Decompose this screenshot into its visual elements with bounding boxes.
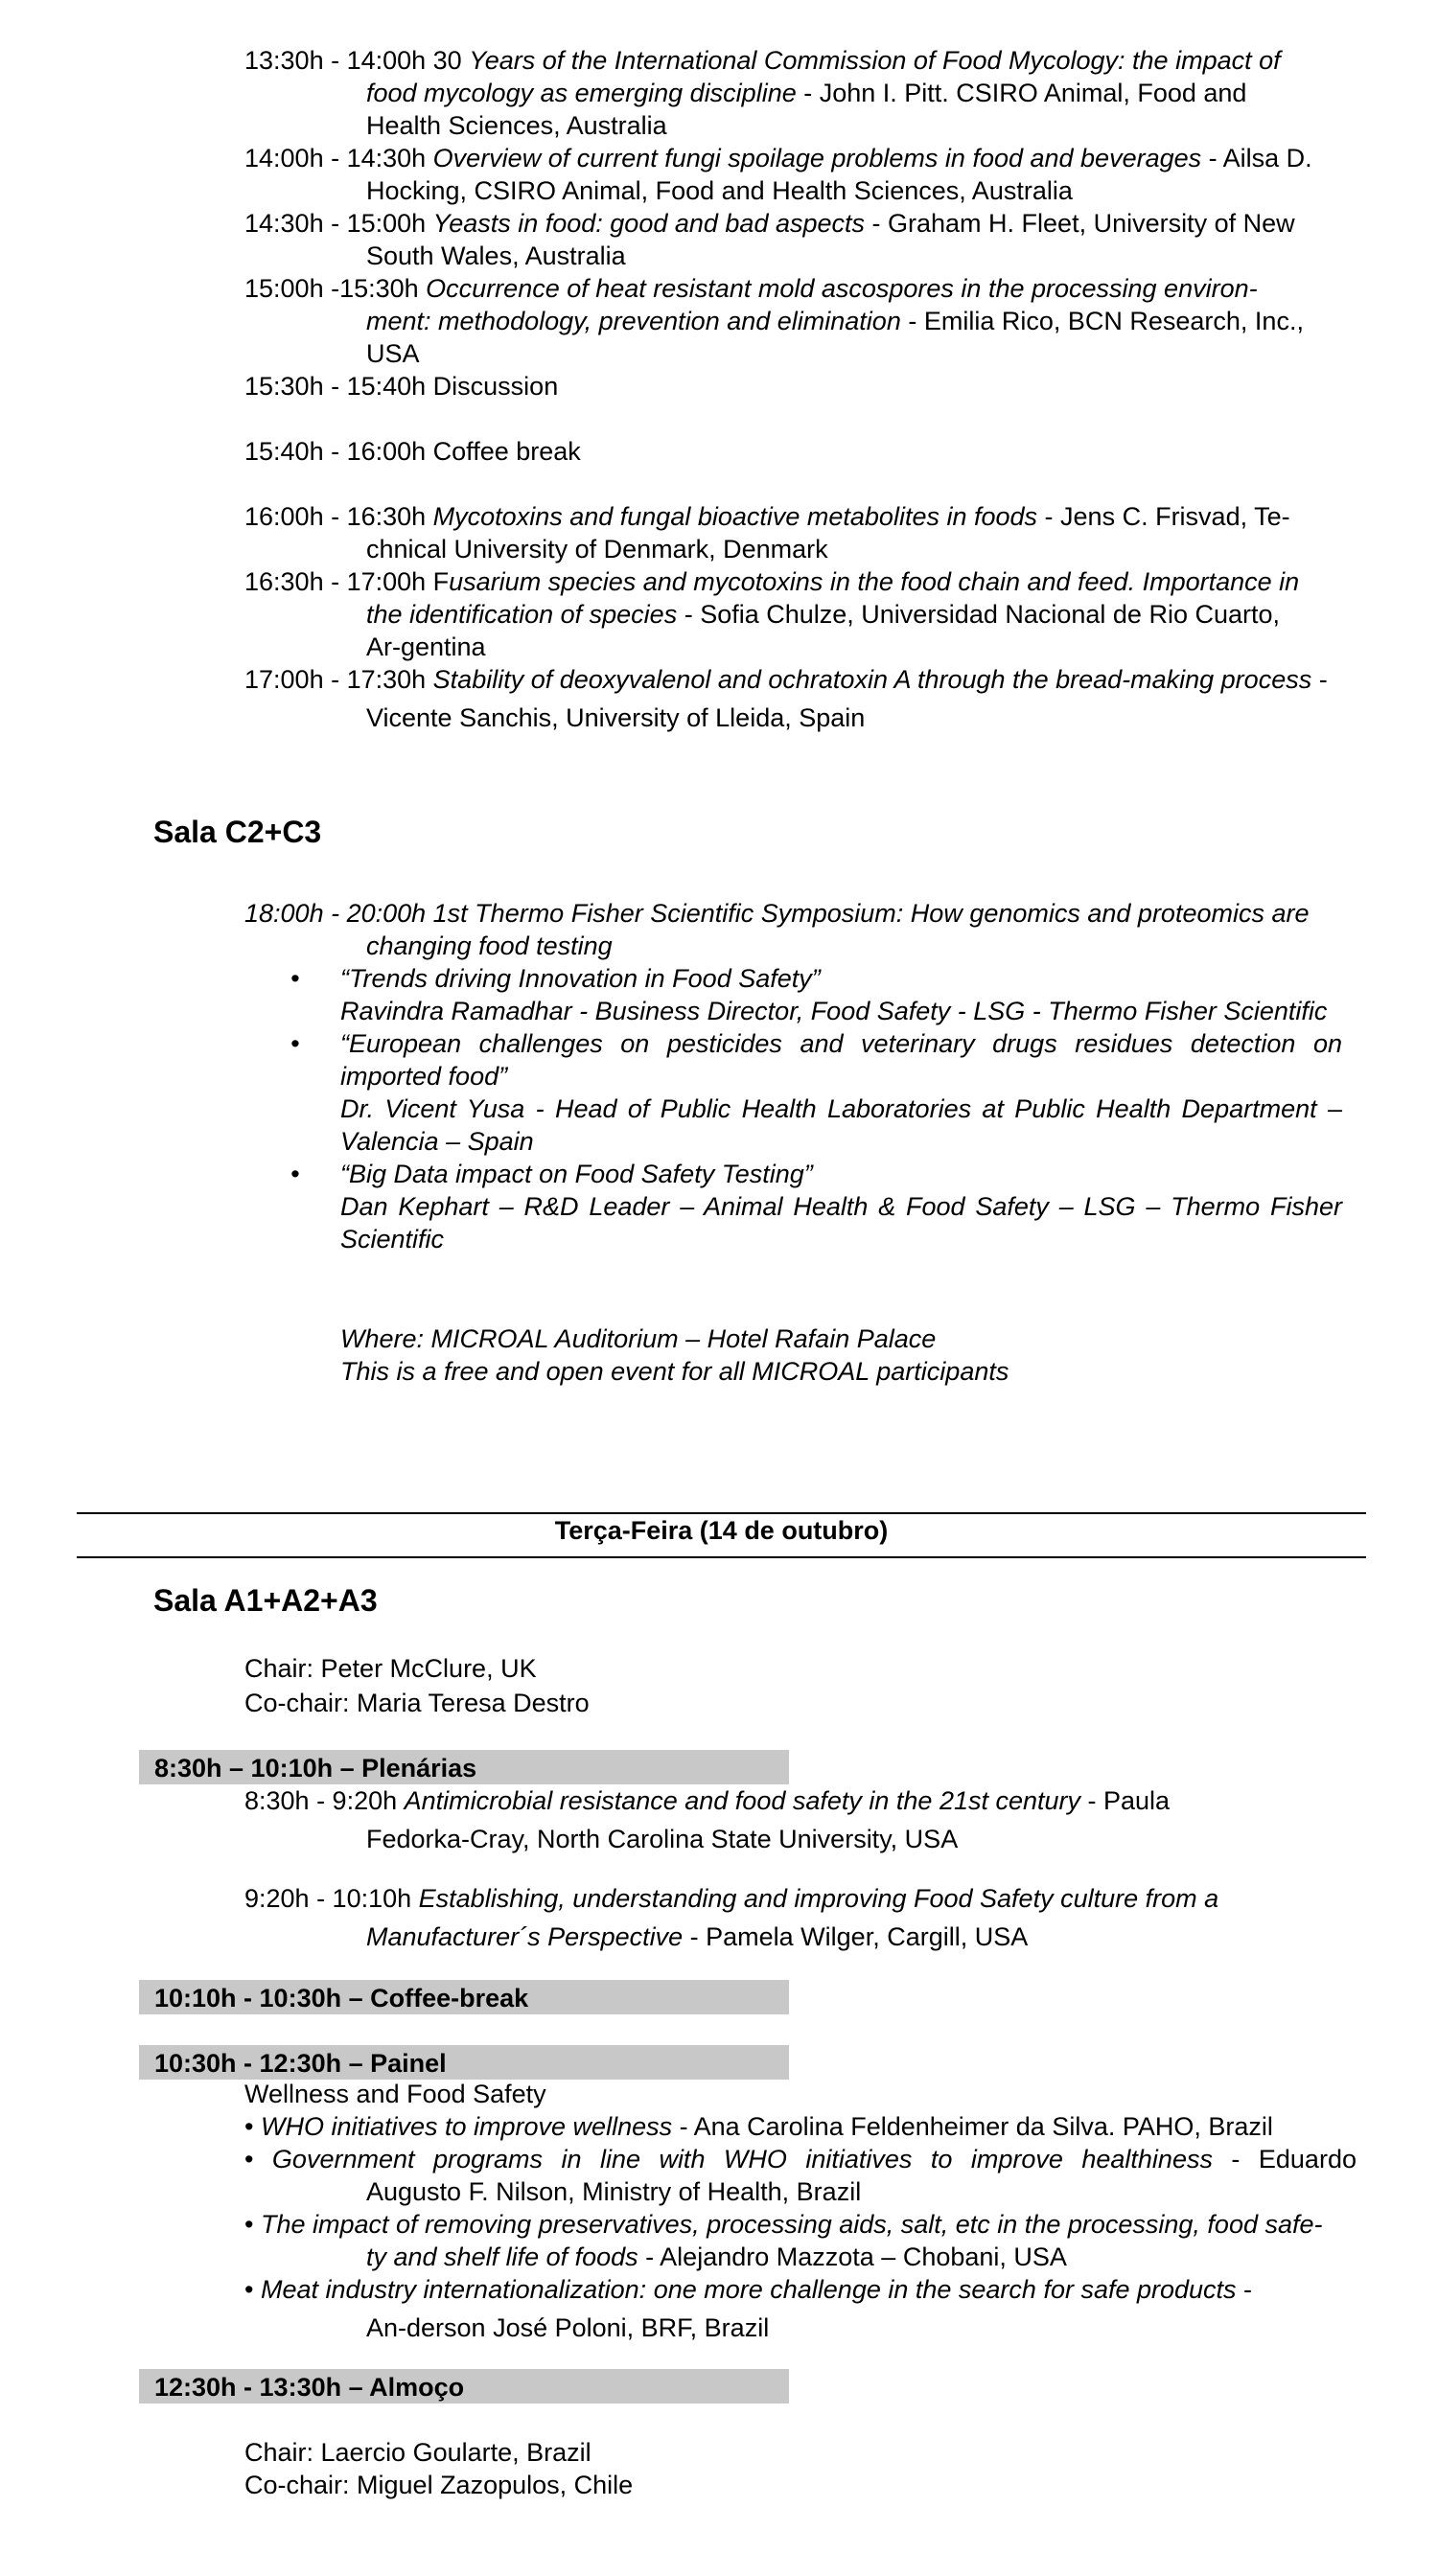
info-block xyxy=(244,1322,1342,1388)
session-title: Stability of deoxyvalenol and ochratoxin A through the bread-making process xyxy=(432,665,1312,694)
session-entry xyxy=(244,500,1366,565)
session-speaker: - John I. Pitt. CSIRO Animal, Food and xyxy=(796,79,1247,107)
panel-talk-title: Government programs in line with WHO initiatives to improve healthiness xyxy=(271,2145,1213,2174)
room-heading: Sala A1+A2+A3 xyxy=(153,1583,378,1618)
session-title-cont: the identification of species xyxy=(366,600,678,629)
panel-talk-speaker-cont: Augusto F. Nilson, Ministry of Health, Brazil xyxy=(366,2177,862,2206)
session-title-cont: ment: methodology, prevention and elimination xyxy=(366,307,901,335)
session-speaker: - Paula xyxy=(1080,1786,1171,1815)
session-time: 17:00h - 17:30h xyxy=(244,665,433,694)
talk-title: “Trends driving Innovation in Food Safety” xyxy=(340,964,821,993)
panel-topic: Wellness and Food Safety xyxy=(244,2080,546,2108)
list-item-cont xyxy=(244,2241,1357,2273)
session-speaker: - Graham H. Fleet, University of New xyxy=(865,209,1295,238)
talk-speaker: Ravindra Ramadhar - Business Director, Food Safety - LSG - Thermo Fisher Scientific xyxy=(340,997,1328,1025)
session-time: 16:00h - 16:30h xyxy=(244,502,433,531)
session-time: 16:30h - 17:00h F xyxy=(244,567,450,596)
time-block-bar: 10:30h - 12:30h – Painel xyxy=(139,2045,789,2080)
chair-line: Chair: Laercio Goularte, Brazil xyxy=(244,2438,591,2467)
day-heading: Terça-Feira (14 de outubro) xyxy=(554,1516,889,1545)
list-item xyxy=(244,962,1342,1027)
cochair-line: Co-chair: Maria Teresa Destro xyxy=(244,1689,590,1717)
session-speaker-cont: Health Sciences, Australia xyxy=(366,111,667,140)
symposium-info xyxy=(244,1322,1342,1388)
talk-speaker: Dan Kephart – R&D Leader – Animal Health & Food Safety – LSG – Thermo Fisher Scientific xyxy=(340,1192,1342,1254)
session-title: Establishing, understanding and improving Food Safety culture from a xyxy=(418,1884,1219,1913)
panel-talk-title: Meat industry internationalization: one more challenge in the search for safe products xyxy=(260,2275,1237,2304)
session-title-cont: Manufacturer´s Perspective xyxy=(366,1922,684,1951)
panel-list xyxy=(244,2110,1357,2344)
session-speaker-cont: USA xyxy=(366,339,420,368)
talk-title: “Big Data impact on Food Safety Testing” xyxy=(340,1160,813,1188)
session-entry xyxy=(244,142,1366,207)
session-time: 14:30h - 15:00h xyxy=(244,209,433,238)
list-item xyxy=(244,1158,1342,1255)
panel-talk-title-cont: ty and shelf life of foods xyxy=(366,2242,638,2271)
symposium-heading xyxy=(244,897,1366,962)
discussion-line: 15:30h - 15:40h Discussion xyxy=(244,372,559,401)
list-item: • WHO initiatives to improve wellness - Ana Carolina Feldenheimer da Silva. PAHO, Brazil xyxy=(244,2112,1273,2141)
session-speaker: - Sofia Chulze, Universidad Nacional de Rio Cuarto, xyxy=(677,600,1281,629)
panel-talk-speaker: - Alejandro Mazzota – Chobani, USA xyxy=(638,2242,1067,2271)
session-speaker: - Emilia Rico, BCN Research, Inc., xyxy=(900,307,1304,335)
symposium-location: Where: MICROAL Auditorium – Hotel Rafain Palace xyxy=(340,1324,937,1353)
session-speaker-cont: Fedorka-Cray, North Carolina State University, USA xyxy=(366,1825,959,1853)
divider xyxy=(77,1556,1366,1558)
session-title: Years of the International Commission of Food Mycology: the impact of xyxy=(469,46,1281,75)
talk-title: “European challenges on pesticides and veterinary drugs residues detection on imported food” xyxy=(340,1029,1342,1091)
session-title-cont: food mycology as emerging discipline xyxy=(366,79,797,107)
talk-speaker: Dr. Vicent Yusa - Head of Public Health Laboratories at Public Health Department – Valencia – Spain xyxy=(340,1094,1342,1156)
session-time: 15:00h -15:30h xyxy=(244,274,427,303)
session-speaker-cont: Hocking, CSIRO Animal, Food and Health Sciences, Australia xyxy=(366,176,1073,205)
list-item: • The impact of removing preservatives, processing aids, salt, etc in the processing, food safe- xyxy=(244,2210,1323,2239)
panel-talk-title: The impact of removing preservatives, processing aids, salt, etc in the processing, food safe- xyxy=(260,2210,1323,2239)
session-title: Occurrence of heat resistant mold ascospores in the processing environ- xyxy=(426,274,1258,303)
time-block-bar: 10:10h - 10:30h – Coffee-break xyxy=(139,1980,789,2014)
list-item: • Government programs in line with WHO initiatives to improve healthiness - Eduardo xyxy=(244,2145,1357,2174)
panel-talk-title: WHO initiatives to improve wellness xyxy=(260,2112,673,2141)
session-speaker-cont: Vicente Sanchis, University of Lleida, Spain xyxy=(366,703,866,732)
list-item: • Meat industry internationalization: one more challenge in the search for safe products - xyxy=(244,2275,1253,2304)
session-speaker: - Jens C. Frisvad, Te- xyxy=(1037,502,1290,531)
session-title: Overview of current fungi spoilage problems in food and beverages xyxy=(432,144,1202,172)
session-speaker-cont: chnical University of Denmark, Denmark xyxy=(366,535,828,564)
panel-talk-speaker: - Eduardo xyxy=(1212,2145,1357,2174)
session-entry xyxy=(244,565,1366,663)
session-entry xyxy=(244,1882,1366,1953)
panel-talk-speaker: - xyxy=(1236,2275,1253,2304)
session-time: 8:30h - 9:20h xyxy=(244,1786,405,1815)
session-time: 9:20h - 10:10h xyxy=(244,1884,419,1913)
symposium-talk-list xyxy=(244,962,1342,1255)
chair-line: Chair: Peter McClure, UK xyxy=(244,1654,537,1683)
session-speaker-cont: Ar-gentina xyxy=(366,632,486,661)
panel-talk-speaker-cont: An-derson José Poloni, BRF, Brazil xyxy=(366,2313,770,2342)
session-speaker-cont: South Wales, Australia xyxy=(366,242,626,270)
session-entry xyxy=(244,272,1366,370)
session-title: Antimicrobial resistance and food safety in the 21st century xyxy=(404,1786,1081,1815)
bullet-icon: • xyxy=(290,1160,300,1188)
session-speaker: - xyxy=(1311,665,1328,694)
session-time: 14:00h - 14:30h xyxy=(244,144,433,172)
list-item xyxy=(244,1027,1342,1158)
symposium-title: 18:00h - 20:00h 1st Thermo Fisher Scientific Symposium: How genomics and proteomics are xyxy=(244,899,1310,928)
time-block-bar: 12:30h - 13:30h – Almoço xyxy=(139,2369,789,2404)
session-entry xyxy=(244,207,1366,272)
coffee-break-line: 15:40h - 16:00h Coffee break xyxy=(244,437,581,466)
session-entry xyxy=(244,44,1366,142)
session-title: Mycotoxins and fungal bioactive metabolites in foods xyxy=(432,502,1038,531)
session-entry xyxy=(244,663,1376,734)
time-block-bar: 8:30h – 10:10h – Plenárias xyxy=(139,1750,789,1784)
session-speaker: - Pamela Wilger, Cargill, USA xyxy=(683,1922,1029,1951)
session-time: 13:30h - 14:00h 30 xyxy=(244,46,470,75)
panel-talk-speaker: - Ana Carolina Feldenheimer da Silva. PAHO, Brazil xyxy=(672,2112,1273,2141)
session-title: usarium species and mycotoxins in the food chain and feed. Importance in xyxy=(449,567,1300,596)
bullet-icon: • xyxy=(290,964,300,993)
room-heading: Sala C2+C3 xyxy=(153,815,322,849)
bullet-icon: • xyxy=(290,1029,300,1058)
session-entry xyxy=(244,1784,1366,1855)
session-speaker: - Ailsa D. xyxy=(1201,144,1312,172)
session-title: Yeasts in food: good and bad aspects xyxy=(432,209,866,238)
cochair-line: Co-chair: Miguel Zazopulos, Chile xyxy=(244,2471,634,2499)
symposium-note: This is a free and open event for all MICROAL participants xyxy=(340,1357,1009,1386)
symposium-title-cont: changing food testing xyxy=(366,932,613,960)
